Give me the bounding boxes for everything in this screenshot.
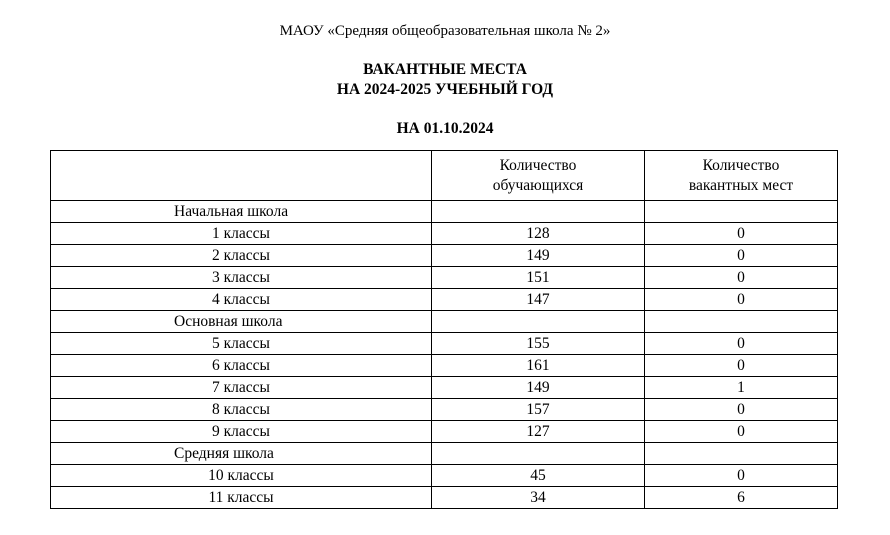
table-row <box>51 223 838 245</box>
header-cell-empty <box>51 151 432 201</box>
grade-label: 11 классы <box>51 487 432 509</box>
vacancies-cell: 0 <box>645 355 838 377</box>
students-cell: 147 <box>432 289 645 311</box>
grade-label: 5 классы <box>51 333 432 355</box>
vacancies-cell: 0 <box>645 267 838 289</box>
table-section-row <box>51 311 838 333</box>
students-cell: 149 <box>432 245 645 267</box>
table-section-row <box>51 443 838 465</box>
students-cell <box>432 201 645 223</box>
students-cell: 149 <box>432 377 645 399</box>
grade-label: 2 классы <box>51 245 432 267</box>
header-cell-students <box>432 151 645 201</box>
students-cell <box>432 311 645 333</box>
table-row <box>51 487 838 509</box>
table-row <box>51 267 838 289</box>
table-row <box>51 245 838 267</box>
students-cell <box>432 443 645 465</box>
grade-label: 8 классы <box>51 399 432 421</box>
vacancies-cell <box>645 201 838 223</box>
grade-label: 1 классы <box>51 223 432 245</box>
title-line-1: ВАКАНТНЫЕ МЕСТА <box>363 61 527 78</box>
section-label: Средняя школа <box>51 443 432 465</box>
vacancies-cell: 0 <box>645 223 838 245</box>
vacancies-cell: 1 <box>645 377 838 399</box>
students-cell: 128 <box>432 223 645 245</box>
grade-label: 9 классы <box>51 421 432 443</box>
vacancies-cell: 0 <box>645 245 838 267</box>
grade-label: 10 классы <box>51 465 432 487</box>
header-vacancies-line-1: Количество <box>702 156 780 174</box>
header-vacancies-line-2: вакантных мест <box>688 176 794 194</box>
students-cell: 155 <box>432 333 645 355</box>
students-cell: 161 <box>432 355 645 377</box>
students-cell: 45 <box>432 465 645 487</box>
table-section-row <box>51 201 838 223</box>
grade-label: 4 классы <box>51 289 432 311</box>
title-line-2: НА 2024-2025 УЧЕБНЫЙ ГОД <box>336 81 554 98</box>
vacancies-cell <box>645 443 838 465</box>
table-row <box>51 289 838 311</box>
vacancies-cell: 0 <box>645 399 838 421</box>
report-date: НА 01.10.2024 <box>396 120 494 137</box>
vacancies-cell: 0 <box>645 289 838 311</box>
grade-label: 3 классы <box>51 267 432 289</box>
table-row <box>51 399 838 421</box>
table-row <box>51 377 838 399</box>
document-title <box>0 60 890 100</box>
table-row <box>51 421 838 443</box>
section-label: Начальная школа <box>51 201 432 223</box>
table-header-row <box>51 151 838 201</box>
organization-name: МАОУ «Средняя общеобразовательная школа № 2» <box>279 23 611 39</box>
header-students-line-2: обучающихся <box>492 176 584 194</box>
vacancies-cell: 0 <box>645 421 838 443</box>
header-cell-vacancies <box>645 151 838 201</box>
students-cell: 151 <box>432 267 645 289</box>
section-label: Основная школа <box>51 311 432 333</box>
vacancies-table <box>50 150 838 509</box>
students-cell: 34 <box>432 487 645 509</box>
grade-label: 7 классы <box>51 377 432 399</box>
table-row <box>51 333 838 355</box>
vacancies-cell: 6 <box>645 487 838 509</box>
vacancies-cell: 0 <box>645 333 838 355</box>
table-row <box>51 465 838 487</box>
grade-label: 6 классы <box>51 355 432 377</box>
vacancies-cell: 0 <box>645 465 838 487</box>
students-cell: 127 <box>432 421 645 443</box>
vacancies-cell <box>645 311 838 333</box>
students-cell: 157 <box>432 399 645 421</box>
header-students-line-1: Количество <box>499 156 577 174</box>
table-row <box>51 355 838 377</box>
